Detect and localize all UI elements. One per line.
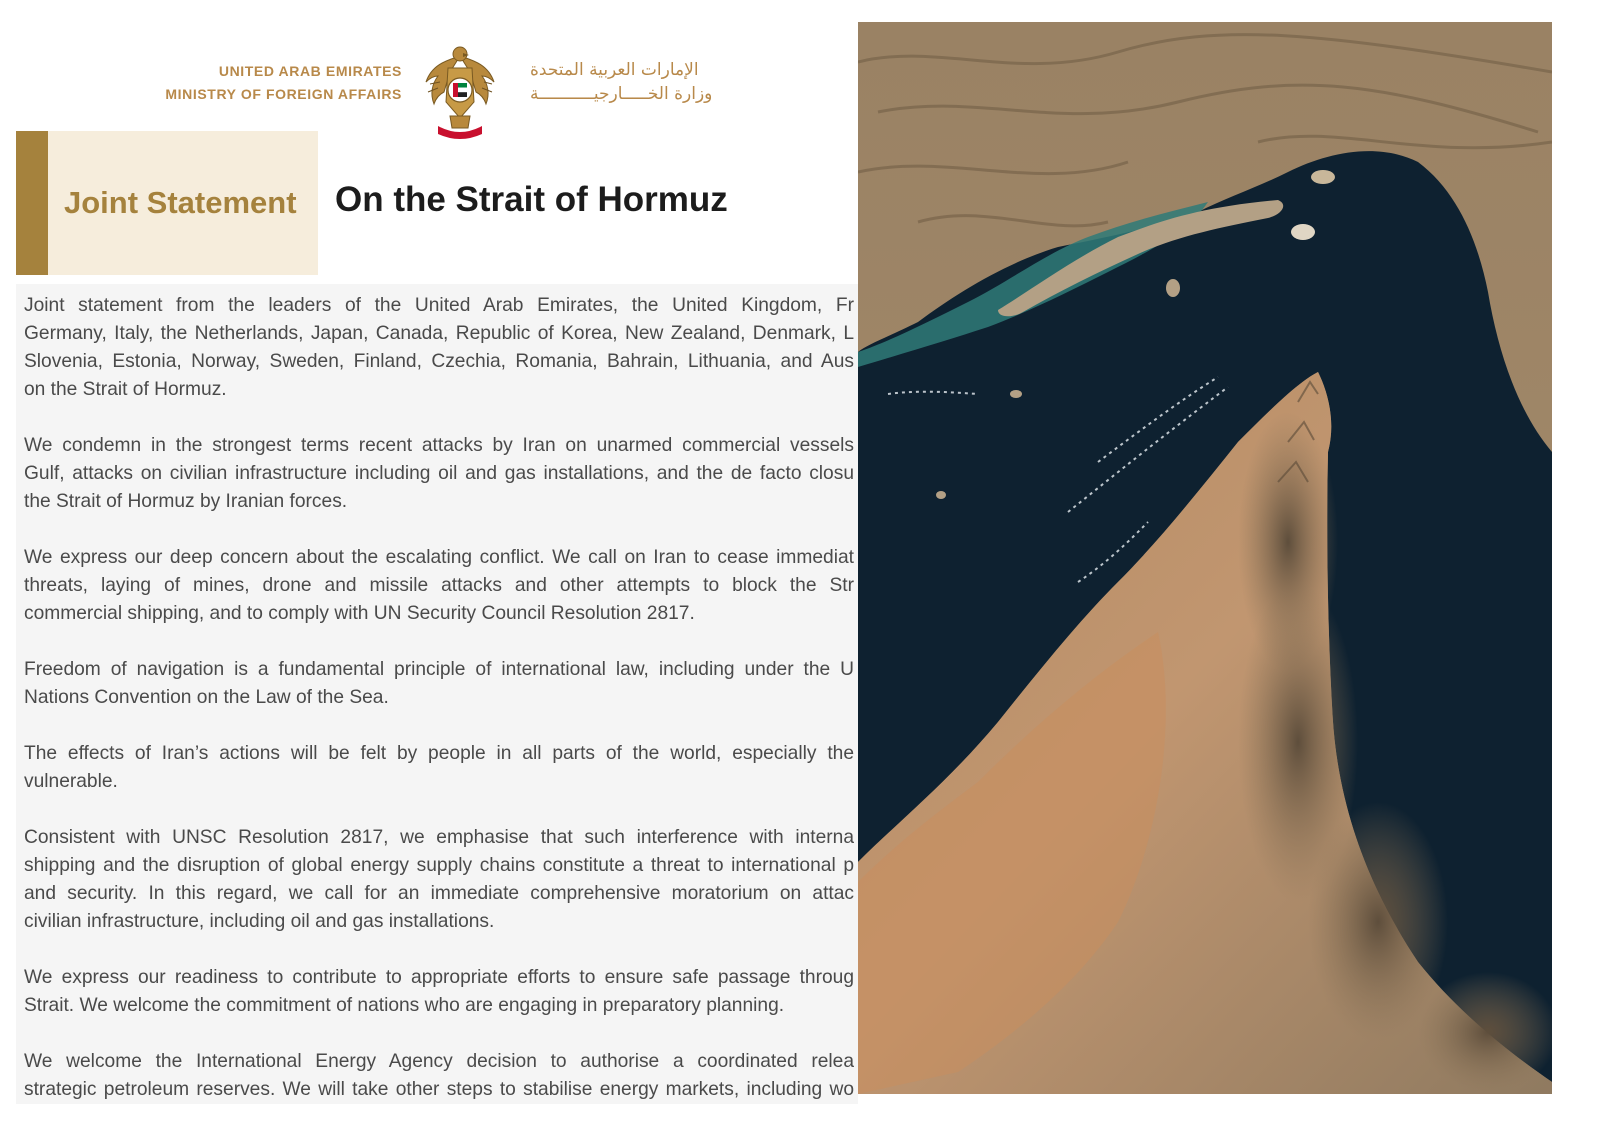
- paragraph-resolution: [24, 824, 858, 936]
- text-line: Nations Convention on the Law of the Sea.: [24, 687, 389, 708]
- text-line: The effects of Iran’s actions will be felt by people in all parts of the world, especially the: [24, 743, 854, 764]
- text-line: Joint statement from the leaders of the United Arab Emirates, the United Kingdom, Fr: [24, 295, 854, 316]
- text-line: Consistent with UNSC Resolution 2817, we emphasise that such interference with interna: [24, 827, 854, 848]
- joint-statement-label: Joint Statement: [64, 185, 297, 220]
- paragraph-effects: [24, 740, 858, 796]
- text-line: Germany, Italy, the Netherlands, Japan, Canada, Republic of Korea, New Zealand, Denmark, L: [24, 323, 854, 344]
- text-line: commercial shipping, and to comply with UN Security Council Resolution 2817.: [24, 603, 695, 624]
- text-line: Slovenia, Estonia, Norway, Sweden, Finland, Czechia, Romania, Bahrain, Lithuania, and Aus: [24, 351, 854, 372]
- text-line: We express our deep concern about the escalating conflict. We call on Iran to cease immediat: [24, 547, 854, 568]
- strait-of-hormuz-satellite-image: [858, 22, 1552, 1094]
- text-line: civilian infrastructure, including oil and gas installations.: [24, 911, 495, 932]
- header-arabic-country: الإمارات العربية المتحدة: [530, 60, 699, 80]
- paragraph-navigation: [24, 656, 858, 712]
- uae-falcon-emblem-icon: [422, 42, 498, 142]
- title-accent-bar: [16, 131, 48, 275]
- text-line: vulnerable.: [24, 771, 118, 792]
- text-line: strategic petroleum reserves. We will take other steps to stabilise energy markets, including wo: [24, 1079, 854, 1100]
- text-line: Strait. We welcome the commitment of nations who are engaging in preparatory planning.: [24, 995, 785, 1016]
- page-title: On the Strait of Hormuz: [335, 180, 728, 219]
- header-english-ministry: MINISTRY OF FOREIGN AFFAIRS: [165, 86, 402, 102]
- paragraph-iea: [24, 1048, 858, 1104]
- paragraph-readiness: [24, 964, 858, 1020]
- text-line: We condemn in the strongest terms recent attacks by Iran on unarmed commercial vessels: [24, 435, 854, 456]
- statement-body: [16, 284, 858, 1104]
- text-line: We welcome the International Energy Agency decision to authorise a coordinated relea: [24, 1051, 854, 1072]
- text-line: Gulf, attacks on civilian infrastructure including oil and gas installations, and the de facto closu: [24, 463, 854, 484]
- text-line: on the Strait of Hormuz.: [24, 379, 227, 400]
- paragraph-condemn: [24, 432, 858, 516]
- text-line: the Strait of Hormuz by Iranian forces.: [24, 491, 348, 512]
- text-line: threats, laying of mines, drone and missile attacks and other attempts to block the Str: [24, 575, 854, 596]
- text-line: Freedom of navigation is a fundamental principle of international law, including under the U: [24, 659, 854, 680]
- header-arabic-ministry: وزارة الخـــــارجيـــــــــــة: [530, 84, 713, 104]
- header-english-country: UNITED ARAB EMIRATES: [218, 63, 402, 79]
- text-line: We express our readiness to contribute to appropriate efforts to ensure safe passage throug: [24, 967, 854, 988]
- paragraph-signatories: [24, 292, 858, 404]
- ministry-header: [130, 42, 790, 142]
- text-line: shipping and the disruption of global energy supply chains constitute a threat to international p: [24, 855, 854, 876]
- text-line: and security. In this regard, we call for an immediate comprehensive moratorium on attac: [24, 883, 854, 904]
- satellite-image-icon: [858, 22, 1552, 1094]
- paragraph-concern: [24, 544, 858, 628]
